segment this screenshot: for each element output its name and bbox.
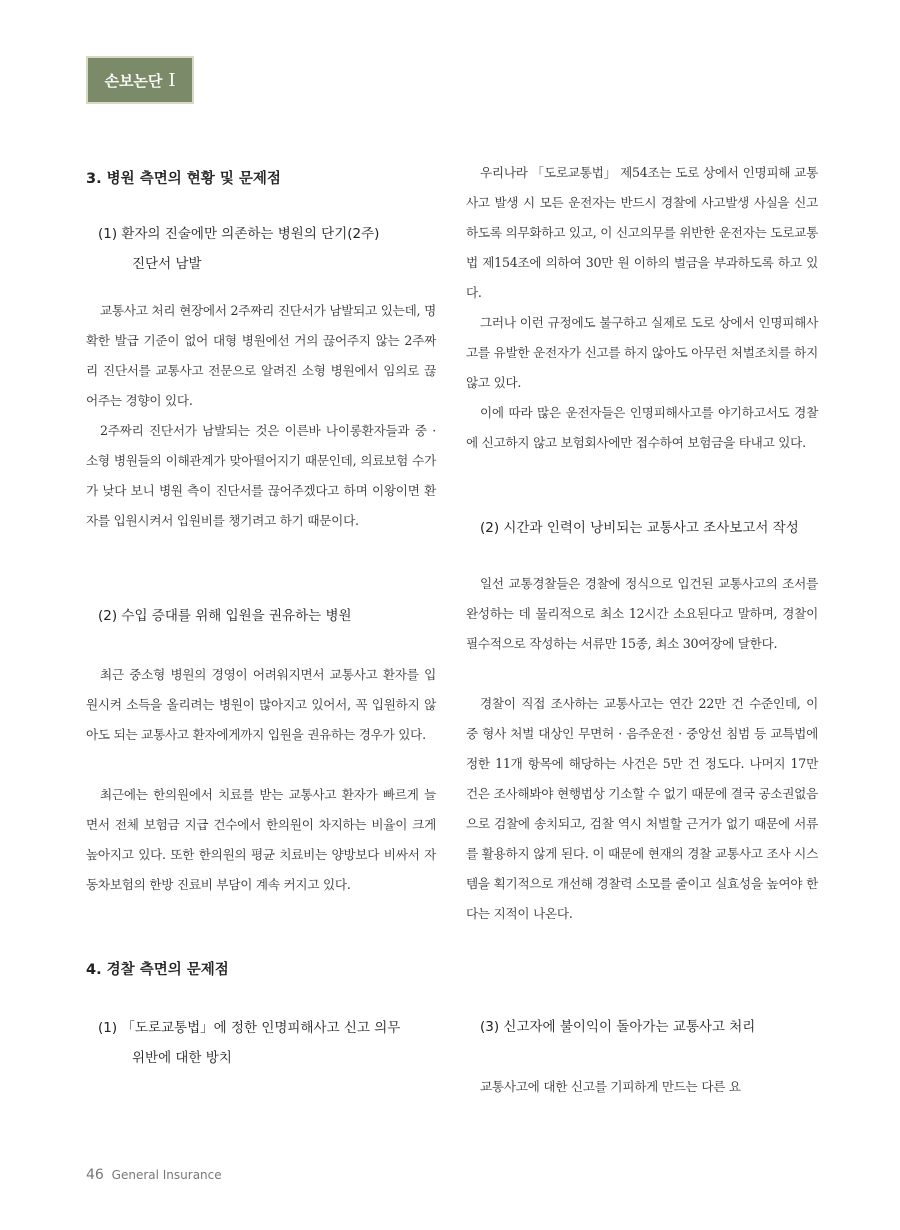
page-footer	[86, 1167, 222, 1183]
subheading-4-1-line1: (1) 「도로교통법」에 정한 인명피해사고 신고 의무	[98, 1020, 401, 1036]
subheading-3-1-line1: (1) 환자의 진술에만 의존하는 병원의 단기(2주)	[98, 226, 380, 242]
left-paragraph-3: 최근 중소형 병원의 경영이 어려워지면서 교통사고 환자를 입원시켜 소득을 올리려는 병원이 많아지고 있어서, 꼭 입원하지 않아도 되는 교통사고 환자에게까지 입원을 권유하는 경우가 있다.	[86, 667, 436, 742]
left-paragraph-4: 최근에는 한의원에서 치료를 받는 교통사고 환자가 빠르게 늘면서 전체 보험금 지급 건수에서 한의원이 차지하는 비율이 크게 높아지고 있다. 또한 한의원의 평균 치료비는 양방보다 비싸서 자동차보험의 한방 진료비 부담이 계속 커지고 있다.	[86, 787, 436, 892]
subheading-4-3-text: (3) 신고자에 불이익이 돌아가는 교통사고 처리	[480, 1019, 756, 1035]
right-paragraph-2: 그러나 이런 규정에도 불구하고 실제로 도로 상에서 인명피해사고를 유발한 운전자가 신고를 하지 않아도 아무런 처벌조치를 하지 않고 있다.	[466, 315, 818, 390]
right-paragraph-1: 우리나라 「도로교통법」 제54조는 도로 상에서 인명피해 교통사고 발생 시 모든 운전자는 반드시 경찰에 사고발생 사실을 신고하도록 의무화하고 있고, 이 신고의무를 위반한 운전자는 도로교통법 제154조에 의하여 30만 원 이하의 벌금을 부과하도록 하고 있다.	[466, 165, 818, 300]
section-tag	[86, 56, 194, 104]
subheading-4-1-line2: 위반에 대한 방치	[132, 1050, 232, 1066]
heading-section-3: 3. 병원 측면의 현황 및 문제점	[86, 171, 281, 187]
subheading-4-2-text: (2) 시간과 인력이 낭비되는 교통사고 조사보고서 작성	[480, 520, 799, 536]
subheading-3-2-text: (2) 수입 증대를 위해 입원을 권유하는 병원	[98, 608, 352, 624]
subheading-3-1	[98, 219, 379, 279]
right-paragraph-4: 일선 교통경찰들은 경찰에 정식으로 입건된 교통사고의 조서를 완성하는 데 물리적으로 최소 12시간 소요된다고 말하며, 경찰이 필수적으로 작성하는 서류만 15종, 최소 30여장에 달한다.	[466, 576, 818, 651]
right-paragraph-3: 이에 따라 많은 운전자들은 인명피해사고를 야기하고서도 경찰에 신고하지 않고 보험회사에만 접수하여 보험금을 타내고 있다.	[466, 405, 818, 450]
subheading-3-2	[98, 601, 352, 631]
subheading-4-2	[480, 513, 799, 543]
publication-name: General Insurance	[111, 1168, 222, 1182]
subheading-3-1-line2: 진단서 남발	[132, 256, 202, 272]
section-tag-number: Ⅰ	[168, 69, 176, 91]
left-paragraph-2: 2주짜리 진단서가 남발되는 것은 이른바 나이롱환자들과 중 · 소형 병원들의 이해관계가 맞아떨어지기 때문인데, 의료보험 수가가 낮다 보니 병원 측이 진단서를 끊어주겠다고 하며 이왕이면 환자를 입원시켜서 입원비를 챙기려고 하기 때문이다.	[86, 423, 436, 528]
left-paragraph-1: 교통사고 처리 현장에서 2주짜리 진단서가 남발되고 있는데, 명확한 발급 기준이 없어 대형 병원에선 거의 끊어주지 않는 2주짜리 진단서를 교통사고 전문으로 알려진 소형 병원에서 임의로 끊어주는 경향이 있다.	[86, 303, 436, 408]
heading-section-4: 4. 경찰 측면의 문제점	[86, 962, 229, 978]
right-paragraph-5: 경찰이 직접 조사하는 교통사고는 연간 22만 건 수준인데, 이 중 형사 처벌 대상인 무면허 · 음주운전 · 중앙선 침범 등 교특법에 정한 11개 항목에 해당하는 사건은 5만 건 정도다. 나머지 17만 건은 조사해봐야 현행법상 기소할 수 없기 때문에 결국 공소권없음으로 검찰에 송치되고, 검찰 역시 처벌할 근거가 없기 때문에 서류를 활용하지 않게 된다. 이 때문에 현재의 경찰 교통사고 조사 시스템을 획기적으로 개선해 경찰력 소모를 줄이고 실효성을 높여야 한다는 지적이 나온다.	[466, 696, 818, 921]
subheading-4-1	[98, 1013, 400, 1073]
page-number: 46	[86, 1167, 104, 1183]
section-tag-label: 손보논단	[104, 71, 163, 90]
subheading-4-3	[480, 1012, 755, 1042]
right-paragraph-6: 교통사고에 대한 신고를 기피하게 만드는 다른 요	[480, 1079, 741, 1094]
